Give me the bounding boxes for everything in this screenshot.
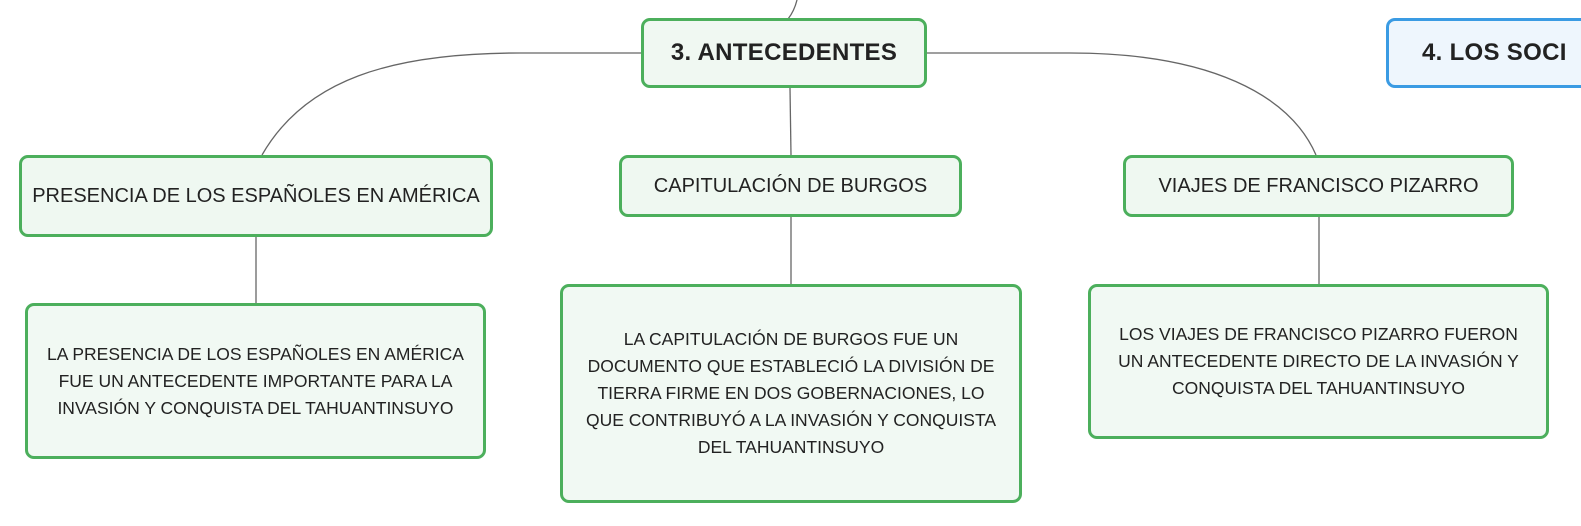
branch-label: CAPITULACIÓN DE BURGOS <box>653 174 928 197</box>
branch-node-viajes[interactable] <box>1123 155 1514 217</box>
connector-main-to-branch-2 <box>790 88 791 155</box>
next-topic-label: 4. LOS SOCI <box>1422 39 1567 66</box>
detail-text: LOS VIAJES DE FRANCISCO PIZARRO FUERON UN ANTECEDENTE DIRECTO DE LA INVASIÓN Y CONQUISTA DEL TAHUANTINSUYO <box>1118 324 1519 398</box>
connector-main-to-branch-1 <box>262 53 642 155</box>
detail-text: LA PRESENCIA DE LOS ESPAÑOLES EN AMÉRICA FUE UN ANTECEDENTE IMPORTANTE PARA LA INVASIÓN Y CONQUISTA DEL TAHUANTINSUYO <box>47 343 464 418</box>
branch-label: VIAJES DE FRANCISCO PIZARRO <box>1158 174 1479 197</box>
detail-node-viajes[interactable] <box>1088 284 1549 439</box>
main-topic-label: 3. ANTECEDENTES <box>670 39 898 66</box>
connector-parent-to-main <box>788 0 797 19</box>
next-topic-node[interactable] <box>1386 18 1581 88</box>
detail-text: LA CAPITULACIÓN DE BURGOS FUE UN DOCUMENTO QUE ESTABLECIÓ LA DIVISIÓN DE TIERRA FIRME EN DOS GOBERNACIONES, LO QUE CONTRIBUYÓ A LA INVASIÓN Y CONQUISTA DEL TAHUANTINSUYO <box>585 329 997 457</box>
detail-node-presencia[interactable] <box>25 303 486 459</box>
connector-main-to-branch-3 <box>926 53 1316 155</box>
branch-label: PRESENCIA DE LOS ESPAÑOLES EN AMÉRICA <box>32 184 480 207</box>
branch-node-presencia[interactable] <box>19 155 493 237</box>
main-topic-node[interactable] <box>641 18 927 88</box>
detail-node-capitulacion[interactable] <box>560 284 1022 503</box>
branch-node-capitulacion[interactable] <box>619 155 962 217</box>
